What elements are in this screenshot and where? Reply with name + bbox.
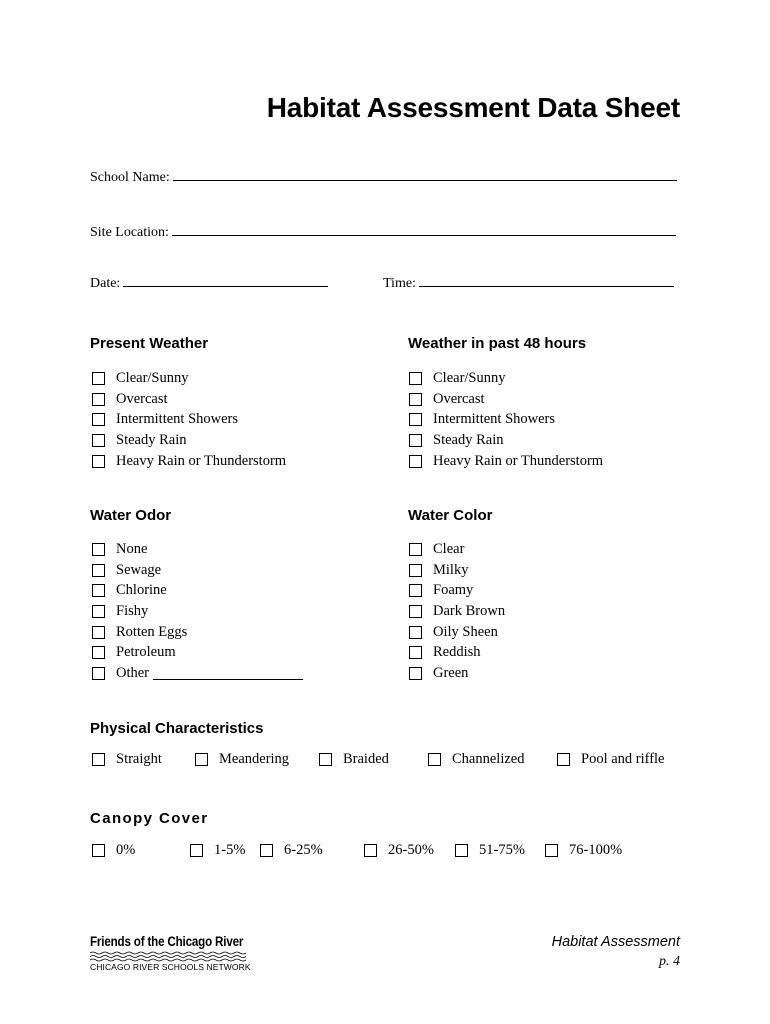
checkbox[interactable] [92, 455, 105, 468]
checkbox[interactable] [409, 646, 422, 659]
present-weather-option[interactable]: Heavy Rain or Thunderstorm [92, 451, 286, 472]
checkbox[interactable] [92, 584, 105, 597]
site-location-label: Site Location: [90, 225, 169, 240]
checkbox[interactable] [409, 584, 422, 597]
water-odor-option[interactable]: Petroleum [92, 642, 303, 663]
past-weather-option[interactable]: Intermittent Showers [409, 409, 603, 430]
checkbox[interactable] [409, 372, 422, 385]
water-color-option[interactable]: Milky [409, 560, 505, 581]
checkbox[interactable] [92, 372, 105, 385]
water-odor-option[interactable]: Rotten Eggs [92, 622, 303, 643]
water-odor-option[interactable]: Sewage [92, 560, 303, 581]
checkbox[interactable] [428, 753, 441, 766]
present-weather-option[interactable]: Clear/Sunny [92, 368, 286, 389]
checkbox[interactable] [545, 844, 558, 857]
school-name-label: School Name: [90, 170, 170, 185]
school-name-field[interactable] [90, 168, 677, 186]
logo-name: Friends of the Chicago River [90, 934, 244, 949]
water-odor-option-other[interactable]: Other [92, 663, 303, 684]
logo-network: CHICAGO RIVER SCHOOLS NETWORK [90, 962, 251, 972]
checkbox[interactable] [92, 543, 105, 556]
water-color-list [409, 539, 505, 684]
water-odor-option[interactable]: None [92, 539, 303, 560]
checkbox[interactable] [409, 455, 422, 468]
checkbox[interactable] [319, 753, 332, 766]
canopy-option[interactable]: 6-25% [260, 842, 323, 859]
date-line[interactable] [123, 274, 328, 287]
checkbox[interactable] [409, 564, 422, 577]
page-number: p. 4 [659, 954, 680, 969]
checkbox[interactable] [409, 413, 422, 426]
present-weather-list [92, 368, 286, 471]
river-waves-icon [90, 950, 246, 962]
checkbox[interactable] [92, 564, 105, 577]
checkbox[interactable] [260, 844, 273, 857]
time-field[interactable] [383, 274, 674, 292]
site-location-field[interactable] [90, 223, 676, 241]
canopy-cover-heading: Canopy Cover [90, 810, 209, 827]
checkbox[interactable] [92, 413, 105, 426]
past-weather-option[interactable]: Steady Rain [409, 430, 603, 451]
site-location-line[interactable] [172, 223, 676, 236]
checkbox[interactable] [195, 753, 208, 766]
checkbox[interactable] [92, 646, 105, 659]
physical-characteristics-heading: Physical Characteristics [90, 720, 264, 737]
water-odor-heading: Water Odor [90, 507, 172, 524]
water-color-option[interactable]: Oily Sheen [409, 622, 505, 643]
water-odor-list [92, 539, 303, 684]
present-weather-heading: Present Weather [90, 335, 209, 352]
checkbox[interactable] [92, 434, 105, 447]
water-color-option[interactable]: Dark Brown [409, 601, 505, 622]
organization-logo [90, 934, 290, 972]
checkbox[interactable] [92, 667, 105, 680]
canopy-option[interactable]: 51-75% [455, 842, 525, 859]
checkbox[interactable] [364, 844, 377, 857]
present-weather-option[interactable]: Overcast [92, 389, 286, 410]
water-color-heading: Water Color [408, 507, 493, 524]
past-weather-option[interactable]: Overcast [409, 389, 603, 410]
past-weather-option[interactable]: Heavy Rain or Thunderstorm [409, 451, 603, 472]
checkbox[interactable] [409, 626, 422, 639]
water-color-option[interactable]: Clear [409, 539, 505, 560]
date-field[interactable] [90, 274, 328, 292]
footer-section-title: Habitat Assessment [551, 934, 680, 950]
canopy-option[interactable]: 76-100% [545, 842, 622, 859]
other-odor-line[interactable] [153, 667, 303, 680]
canopy-option[interactable]: 26-50% [364, 842, 434, 859]
checkbox[interactable] [409, 543, 422, 556]
canopy-option[interactable]: 0% [92, 842, 135, 859]
date-label: Date: [90, 276, 121, 291]
page-title: Habitat Assessment Data Sheet [266, 92, 680, 123]
water-color-option[interactable]: Green [409, 663, 505, 684]
checkbox[interactable] [409, 667, 422, 680]
school-name-line[interactable] [173, 168, 677, 181]
past-weather-list [409, 368, 603, 471]
physical-option[interactable]: Channelized [428, 751, 524, 768]
water-odor-option[interactable]: Fishy [92, 601, 303, 622]
water-color-option[interactable]: Reddish [409, 642, 505, 663]
checkbox[interactable] [92, 844, 105, 857]
checkbox[interactable] [92, 626, 105, 639]
past-weather-option[interactable]: Clear/Sunny [409, 368, 603, 389]
checkbox[interactable] [409, 434, 422, 447]
checkbox[interactable] [409, 393, 422, 406]
checkbox[interactable] [190, 844, 203, 857]
checkbox[interactable] [92, 393, 105, 406]
physical-option[interactable]: Straight [92, 751, 162, 768]
checkbox[interactable] [455, 844, 468, 857]
time-label: Time: [383, 276, 416, 291]
present-weather-option[interactable]: Intermittent Showers [92, 409, 286, 430]
checkbox[interactable] [92, 753, 105, 766]
water-odor-option[interactable]: Chlorine [92, 580, 303, 601]
checkbox[interactable] [92, 605, 105, 618]
physical-option[interactable]: Meandering [195, 751, 289, 768]
checkbox[interactable] [557, 753, 570, 766]
present-weather-option[interactable]: Steady Rain [92, 430, 286, 451]
physical-option[interactable]: Braided [319, 751, 389, 768]
water-color-option[interactable]: Foamy [409, 580, 505, 601]
canopy-option[interactable]: 1-5% [190, 842, 245, 859]
past-weather-heading: Weather in past 48 hours [408, 335, 587, 352]
physical-option[interactable]: Pool and riffle [557, 751, 665, 768]
checkbox[interactable] [409, 605, 422, 618]
time-line[interactable] [419, 274, 674, 287]
